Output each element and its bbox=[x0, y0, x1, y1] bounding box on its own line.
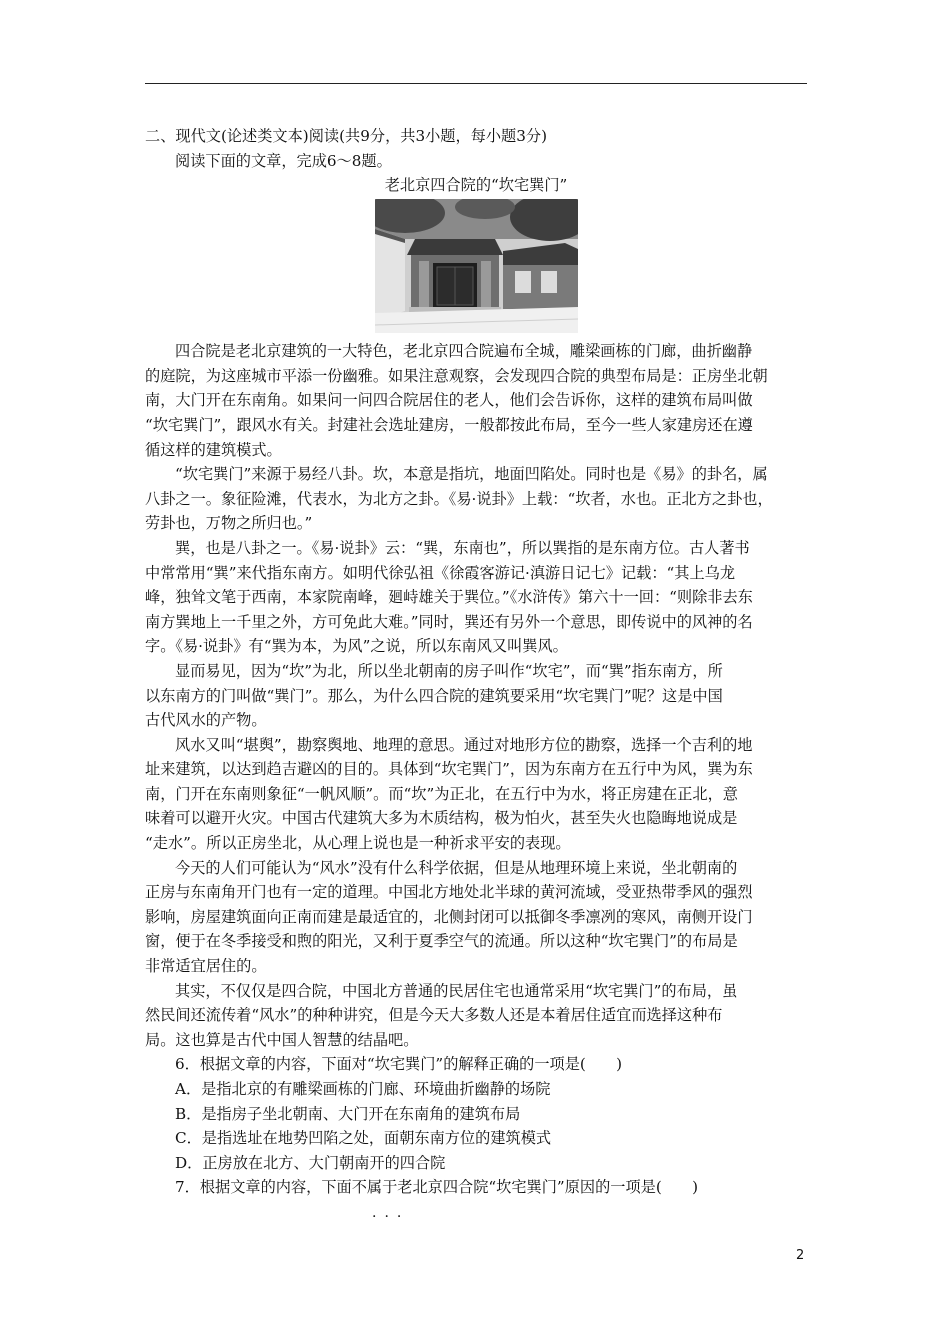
text-line: 今天的人们可能认为“风水”没有什么科学依据，但是从地理环境上来说，坐北朝南的 bbox=[175, 858, 738, 877]
question-7: 7．根据文章的内容，下面不属于老北京四合院“坎宅巽门”原因的一项是( ) bbox=[175, 1178, 699, 1197]
question-6: 6．根据文章的内容，下面对“坎宅巽门”的解释正确的一项是( ) bbox=[175, 1055, 623, 1074]
option-b: B．是指房子坐北朝南、大门开在东南角的建筑布局 bbox=[175, 1104, 521, 1123]
text-line: 八卦之一。象征险滩，代表水，为北方之卦。《易·说卦》上载：“坎者，水也。正北方之卦也， bbox=[145, 489, 773, 508]
emphasis-dots: ··· bbox=[372, 1209, 410, 1225]
article-title: 老北京四合院的“坎宅巽门” bbox=[384, 176, 568, 195]
text-line: 字。《易·说卦》有“巽为本，为风”之说，所以东南风又叫巽风。 bbox=[145, 637, 568, 656]
document-body bbox=[145, 124, 807, 1200]
text-line: 古代风水的产物。 bbox=[145, 711, 267, 730]
paragraph-5 bbox=[145, 733, 807, 856]
text-line: 劳卦也，万物之所归也。” bbox=[145, 514, 313, 533]
option-c: C．是指选址在地势凹陷之处，面朝东南方位的建筑模式 bbox=[175, 1129, 552, 1148]
text-line: 峰，独耸文笔于西南，本家院南峰，廻峙雄关于巽位。”《水浒传》第六十一回：“则除非去东 bbox=[145, 588, 753, 607]
text-line: 非常适宜居住的。 bbox=[145, 957, 267, 976]
text-line: “坎宅巽门”，跟风水有关。封建社会选址建房，一般都按此布局，至今一些人家建房还在遵 bbox=[145, 415, 753, 434]
text-line: “坎宅巽门”来源于易经八卦。坎，本意是指坑，地面凹陷处。同时也是《易》的卦名，属 bbox=[175, 465, 768, 484]
text-line: 的庭院，为这座城市平添一份幽雅。如果注意观察，会发现四合院的典型布局是：正房坐北朝 bbox=[145, 366, 768, 385]
text-line: 巽，也是八卦之一。《易·说卦》云：“巽，东南也”，所以巽指的是东南方位。古人著书 bbox=[175, 538, 750, 557]
siheyuan-gate-photo bbox=[375, 199, 578, 333]
header-rule bbox=[145, 83, 807, 84]
text-line: 风水又叫“堪舆”，勘察舆地、地理的意思。通过对地形方位的勘察，选择一个吉利的地 bbox=[175, 735, 753, 754]
text-line: “走水”。所以正房坐北，从心理上说也是一种祈求平安的表现。 bbox=[145, 834, 571, 853]
questions bbox=[145, 1052, 807, 1200]
text-line: 四合院是老北京建筑的一大特色，老北京四合院遍布全城，雕梁画栋的门廊，曲折幽静 bbox=[175, 342, 753, 361]
text-line: 然民间还流传着“风水”的种种讲究，但是今天大多数人还是本着居住适宜而选择这种布 bbox=[145, 1006, 723, 1025]
paragraph-6 bbox=[145, 856, 807, 979]
text-line: 南，门开在东南则象征“一帆风顺”。而“坎”为正北，在五行中为水，将正房建在正北，意 bbox=[145, 784, 738, 803]
text-line: 显而易见，因为“坎”为北，所以坐北朝南的房子叫作“坎宅”，而“巽”指东南方，所 bbox=[175, 661, 723, 680]
text-line: 中常常用“巽”来代指东南方。如明代徐弘祖《徐霞客游记·滇游日记七》记载：“其上乌龙 bbox=[145, 563, 736, 582]
instruction: 阅读下面的文章，完成6～8题。 bbox=[175, 151, 392, 170]
paragraph-2 bbox=[145, 462, 807, 536]
text-line: 味着可以避开火灾。中国古代建筑大多为木质结构，极为怕火，甚至失火也隐晦地说成是 bbox=[145, 809, 738, 828]
text-line: 其实，不仅仅是四合院，中国北方普通的民居住宅也通常采用“坎宅巽门”的布局，虽 bbox=[175, 981, 738, 1000]
text-line: 正房与东南角开门也有一定的道理。中国北方地处北半球的黄河流域，受亚热带季风的强烈 bbox=[145, 883, 753, 902]
option-a: A．是指北京的有雕梁画栋的门廊、环境曲折幽静的场院 bbox=[175, 1080, 551, 1098]
text-line: 以东南方的门叫做“巽门”。那么，为什么四合院的建筑要采用“坎宅巽门”呢？这是中国 bbox=[145, 686, 723, 705]
text-line: 影响，房屋建筑面向正南而建是最适宜的，北侧封闭可以抵御冬季凛冽的寒风，南侧开设门 bbox=[145, 907, 753, 926]
paragraph-7 bbox=[145, 979, 807, 1053]
text-line: 循这样的建筑模式。 bbox=[145, 440, 282, 459]
paragraph-3 bbox=[145, 536, 807, 659]
text-line: 南方巽地上一千里之外，方可免此大难。”同时，巽还有另外一个意思，即传说中的风神的名 bbox=[145, 612, 753, 631]
paragraph-4 bbox=[145, 659, 807, 733]
text-line: 窗，便于在冬季接受和煦的阳光，又利于夏季空气的流通。所以这种“坎宅巽门”的布局是 bbox=[145, 932, 738, 951]
section-header: 二、现代文(论述类文本)阅读(共9分，共3小题，每小题3分) bbox=[145, 127, 548, 145]
paragraph-1 bbox=[145, 339, 807, 462]
page-number: 2 bbox=[796, 1248, 805, 1263]
text-line: 址来建筑，以达到趋吉避凶的目的。具体到“坎宅巽门”，因为东南方在五行中为风，巽为东 bbox=[145, 760, 753, 779]
photo-container bbox=[145, 199, 807, 333]
option-d: D．正房放在北方、大门朝南开的四合院 bbox=[175, 1153, 446, 1172]
text-line: 局。这也算是古代中国人智慧的结晶吧。 bbox=[145, 1030, 419, 1049]
text-line: 南，大门开在东南角。如果问一问四合院居住的老人，他们会告诉你，这样的建筑布局叫做 bbox=[145, 391, 753, 410]
